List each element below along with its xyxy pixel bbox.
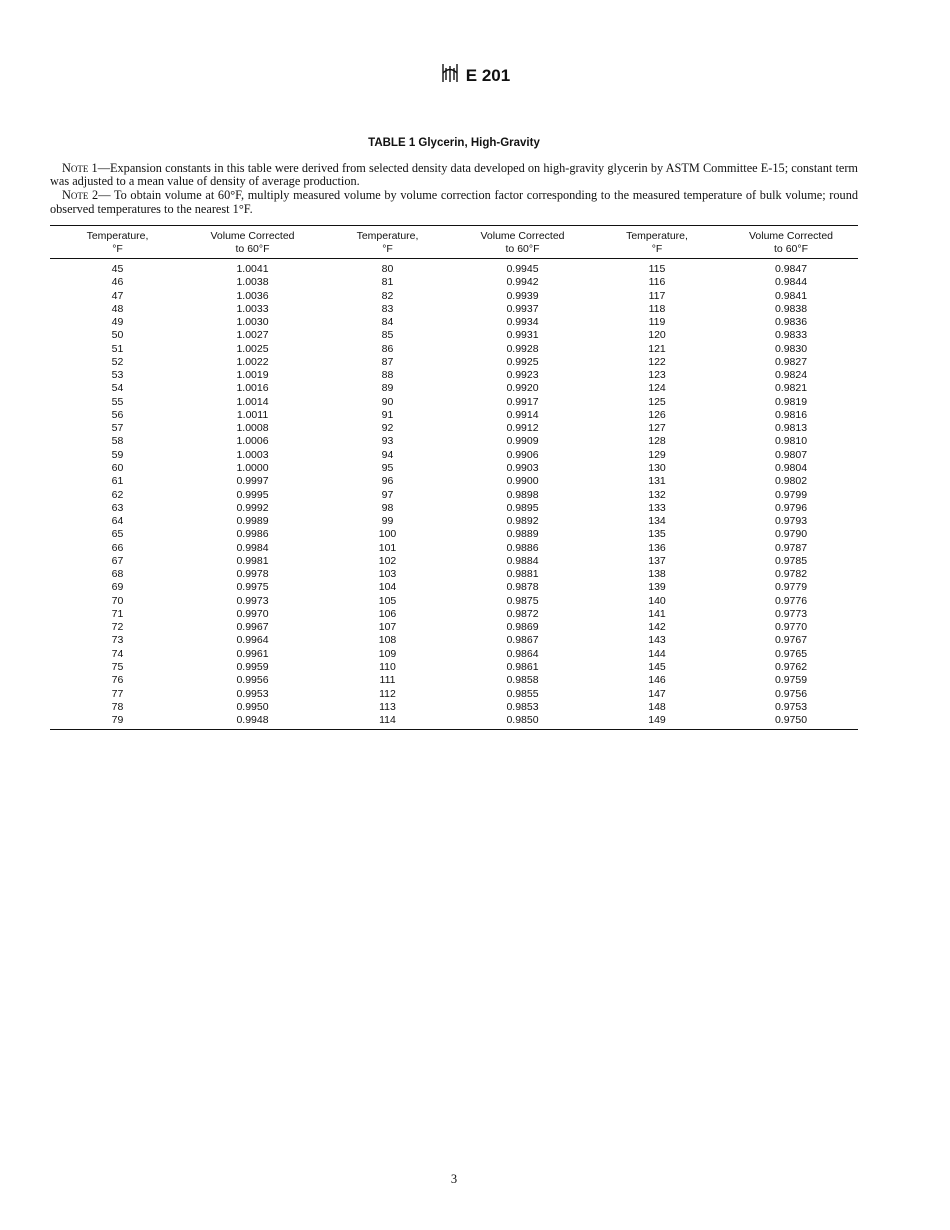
header-line: Volume Corrected [480, 230, 565, 242]
data-table [50, 225, 858, 730]
column-header [50, 230, 185, 255]
table-cell: 75 [111, 660, 124, 673]
table-cell: 47 [111, 289, 124, 302]
table-cell: 0.9989 [236, 515, 269, 528]
table-cell: 0.9790 [774, 528, 808, 541]
table-cell: 62 [111, 488, 124, 501]
table-cell: 124 [648, 382, 666, 395]
table-cell: 0.9802 [774, 475, 808, 488]
table-cell: 0.9978 [236, 568, 269, 581]
table-cell: 0.9847 [774, 263, 808, 275]
column-header [320, 230, 455, 255]
table-row [50, 276, 858, 289]
note-label: Note 2 [62, 188, 99, 203]
table-cell: 95 [381, 461, 394, 474]
table-cell: 1.0014 [236, 395, 269, 408]
table-cell: 126 [648, 408, 666, 421]
note-text: —Expansion constants in this table were derived from selected density data developed on high-gravity glycerin by ASTM Committee E-15; constant term was adjusted to a mean value of density of average production. [50, 161, 858, 189]
table-cell: 0.9898 [506, 488, 539, 501]
header-line: Volume Corrected [210, 230, 295, 242]
table-cell: 0.9787 [774, 541, 808, 554]
table-cell: 0.9773 [774, 607, 808, 620]
table-row [50, 555, 858, 568]
table-cell: 93 [381, 435, 394, 448]
table-cell: 53 [111, 369, 124, 382]
table-cell: 60 [111, 461, 124, 474]
table-cell: 0.9923 [506, 369, 539, 382]
table-cell: 0.9813 [774, 422, 808, 435]
note-1 [50, 162, 858, 188]
table-cell: 107 [378, 621, 397, 634]
table-cell: 0.9807 [774, 448, 808, 461]
table-cell: 77 [111, 687, 124, 700]
table-cell: 0.9878 [506, 581, 539, 594]
table-cell: 0.9892 [506, 515, 539, 528]
table-cell: 51 [111, 342, 124, 355]
table-cell: 54 [111, 382, 124, 395]
header-line: to 60°F [235, 242, 270, 255]
table-cell: 1.0011 [236, 408, 269, 421]
table-cell: 0.9819 [774, 395, 808, 408]
column-header [590, 230, 724, 255]
table-cell: 98 [381, 501, 394, 514]
table-cell: 113 [379, 700, 396, 713]
table-cell: 0.9869 [506, 621, 539, 634]
table-cell: 61 [111, 475, 124, 488]
table-row [50, 542, 858, 555]
table-row [50, 435, 858, 448]
table-cell: 71 [111, 607, 124, 620]
table-cell: 0.9914 [506, 408, 539, 421]
table-cell: 111 [379, 674, 396, 687]
table-row [50, 688, 858, 701]
table-cell: 96 [381, 475, 394, 488]
table-row [50, 343, 858, 356]
table-row [50, 290, 858, 303]
notes [50, 162, 858, 217]
table-row [50, 595, 858, 608]
table-cell: 0.9836 [774, 316, 808, 329]
table-cell: 0.9753 [774, 700, 808, 713]
table-cell: 140 [648, 594, 666, 607]
table-row [50, 701, 858, 714]
table-cell: 0.9953 [236, 687, 269, 700]
table-cell: 1.0027 [236, 329, 269, 342]
table-cell: 0.9986 [236, 528, 269, 541]
column-header [455, 230, 590, 255]
table-cell: 0.9967 [236, 621, 269, 634]
table-cell: 0.9779 [774, 581, 808, 594]
table-cell: 0.9928 [506, 342, 539, 355]
table-cell: 0.9961 [236, 647, 269, 660]
table-cell: 83 [381, 302, 394, 315]
table-cell: 48 [111, 302, 124, 315]
table-cell: 0.9970 [236, 607, 269, 620]
astm-logo-icon [440, 62, 460, 89]
table-cell: 0.9867 [506, 634, 539, 647]
table-cell: 0.9920 [506, 382, 539, 395]
table-cell: 84 [381, 316, 394, 329]
table-cell: 1.0008 [236, 422, 269, 435]
table-row [50, 263, 858, 276]
table-cell: 125 [648, 395, 666, 408]
table-cell: 0.9900 [506, 475, 539, 488]
table-cell: 0.9903 [506, 461, 539, 474]
table-cell: 1.0016 [236, 382, 269, 395]
table-cell: 0.9850 [506, 714, 539, 727]
table-row [50, 316, 858, 329]
table-row [50, 515, 858, 528]
table-cell: 0.9864 [506, 647, 539, 660]
table-cell: 121 [648, 342, 666, 355]
table-cell: 0.9762 [774, 660, 808, 673]
table-cell: 0.9937 [506, 302, 539, 315]
table-cell: 66 [111, 541, 124, 554]
table-cell: 0.9959 [236, 660, 269, 673]
table-cell: 0.9767 [774, 634, 808, 647]
note-text: — To obtain volume at 60°F, multiply measured volume by volume correction factor corresponding to the measured temperature of bulk volume; round observed temperatures to the nearest 1°F. [50, 188, 858, 216]
table-row [50, 648, 858, 661]
header-line: °F [651, 242, 663, 255]
table-cell: 1.0038 [236, 276, 269, 289]
header-line: Temperature, [86, 230, 149, 242]
table-row [50, 568, 858, 581]
table-cell: 0.9770 [774, 621, 808, 634]
table-cell: 116 [648, 276, 666, 289]
table-cell: 63 [111, 501, 124, 514]
table-cell: 0.9853 [506, 700, 539, 713]
table-cell: 0.9934 [506, 316, 539, 329]
table-cell: 0.9917 [506, 395, 539, 408]
table-cell: 123 [648, 369, 666, 382]
table-cell: 0.9931 [506, 329, 539, 342]
table-cell: 0.9796 [774, 501, 808, 514]
table-cell: 0.9816 [774, 408, 808, 421]
column-header [185, 230, 320, 255]
table-cell: 0.9776 [774, 594, 808, 607]
table-row [50, 396, 858, 409]
header-line: to 60°F [774, 242, 808, 255]
table-cell: 147 [648, 687, 666, 700]
table-cell: 104 [378, 581, 397, 594]
table-cell: 70 [111, 594, 124, 607]
table-cell: 89 [381, 382, 394, 395]
table-header [50, 226, 858, 259]
table-row [50, 369, 858, 382]
table-cell: 0.9886 [506, 541, 539, 554]
table-row [50, 661, 858, 674]
table-cell: 1.0036 [236, 289, 269, 302]
note-2 [50, 189, 858, 215]
table-row [50, 621, 858, 634]
table-cell: 0.9782 [774, 568, 808, 581]
table-cell: 0.9830 [774, 342, 808, 355]
table-cell: 0.9973 [236, 594, 269, 607]
table-cell: 0.9948 [236, 714, 269, 727]
table-cell: 85 [381, 329, 394, 342]
table-cell: 99 [381, 515, 394, 528]
table-body [50, 259, 858, 729]
table-cell: 92 [381, 422, 394, 435]
table-cell: 132 [648, 488, 666, 501]
table-cell: 0.9858 [506, 674, 539, 687]
header-line: to 60°F [505, 242, 540, 255]
table-row [50, 475, 858, 488]
table-cell: 0.9984 [236, 541, 269, 554]
table-cell: 141 [648, 607, 666, 620]
table-row [50, 528, 858, 541]
table-cell: 0.9909 [506, 435, 539, 448]
header-line: Temperature, [356, 230, 419, 242]
table-cell: 1.0041 [236, 263, 269, 275]
table-cell: 0.9765 [774, 647, 808, 660]
table-cell: 122 [648, 355, 666, 368]
table-row [50, 382, 858, 395]
table-row [50, 356, 858, 369]
table-row [50, 422, 858, 435]
table-cell: 0.9950 [236, 700, 269, 713]
table-cell: 1.0033 [236, 302, 269, 315]
table-cell: 148 [648, 700, 666, 713]
header-line: Temperature, [626, 230, 688, 242]
table-cell: 130 [648, 461, 666, 474]
table-cell: 58 [111, 435, 124, 448]
table-cell: 0.9799 [774, 488, 808, 501]
table-row [50, 329, 858, 342]
document-code: E 201 [465, 65, 511, 85]
table-cell: 134 [648, 515, 666, 528]
table-cell: 72 [111, 621, 124, 634]
table-cell: 46 [111, 276, 124, 289]
table-cell: 0.9804 [774, 461, 808, 474]
header-line: °F [112, 242, 123, 255]
table-row [50, 303, 858, 316]
table-row [50, 634, 858, 647]
table-row [50, 489, 858, 502]
table-cell: 0.9841 [774, 289, 808, 302]
table-cell: 50 [111, 329, 124, 342]
table-cell: 1.0022 [236, 355, 269, 368]
table-cell: 119 [648, 316, 666, 329]
table-row [50, 502, 858, 515]
table-cell: 0.9759 [774, 674, 808, 687]
table-cell: 1.0030 [236, 316, 269, 329]
table-row [50, 449, 858, 462]
table-cell: 68 [111, 568, 124, 581]
table-cell: 67 [111, 554, 124, 567]
column-header [724, 230, 858, 255]
table-title: TABLE 1 Glycerin, High-Gravity [368, 137, 540, 149]
table-cell: 102 [378, 554, 397, 567]
table-cell: 79 [111, 714, 124, 727]
table-row [50, 409, 858, 422]
table-cell: 0.9861 [506, 660, 539, 673]
table-cell: 0.9975 [236, 581, 269, 594]
table-cell: 0.9824 [774, 369, 808, 382]
table-cell: 0.9855 [506, 687, 539, 700]
table-cell: 0.9872 [506, 607, 539, 620]
table-cell: 109 [378, 647, 397, 660]
table-cell: 103 [378, 568, 397, 581]
table-cell: 0.9997 [236, 475, 269, 488]
header-line: Volume Corrected [748, 230, 834, 242]
table-cell: 0.9945 [506, 263, 539, 275]
table-cell: 0.9793 [774, 515, 808, 528]
table-cell: 114 [379, 714, 396, 727]
table-cell: 143 [648, 634, 666, 647]
table-cell: 146 [648, 674, 666, 687]
table-cell: 65 [111, 528, 124, 541]
table-cell: 128 [648, 435, 666, 448]
table-cell: 0.9992 [236, 501, 269, 514]
table-row [50, 674, 858, 687]
table-cell: 0.9844 [774, 276, 808, 289]
table-row [50, 581, 858, 594]
table-cell: 0.9756 [774, 687, 808, 700]
table-cell: 0.9956 [236, 674, 269, 687]
table-cell: 0.9785 [774, 554, 808, 567]
table-cell: 56 [111, 408, 124, 421]
table-cell: 120 [648, 329, 666, 342]
table-cell: 80 [381, 263, 394, 275]
table-cell: 0.9881 [506, 568, 539, 581]
table-cell: 101 [378, 541, 397, 554]
table-cell: 87 [381, 355, 394, 368]
table-cell: 133 [648, 501, 666, 514]
table-cell: 144 [648, 647, 666, 660]
table-row [50, 714, 858, 727]
table-cell: 0.9942 [506, 276, 539, 289]
table-row [50, 462, 858, 475]
table-cell: 145 [648, 660, 666, 673]
table-cell: 127 [648, 422, 666, 435]
table-cell: 117 [648, 289, 666, 302]
table-cell: 139 [648, 581, 666, 594]
table-cell: 1.0019 [236, 369, 269, 382]
table-cell: 135 [648, 528, 666, 541]
table-cell: 115 [648, 263, 666, 275]
table-cell: 59 [111, 448, 124, 461]
table-cell: 73 [111, 634, 124, 647]
table-cell: 64 [111, 515, 124, 528]
table-cell: 0.9821 [774, 382, 808, 395]
table-cell: 49 [111, 316, 124, 329]
table-cell: 137 [648, 554, 666, 567]
table-cell: 69 [111, 581, 124, 594]
table-cell: 0.9906 [506, 448, 539, 461]
table-cell: 105 [378, 594, 397, 607]
table-cell: 0.9912 [506, 422, 539, 435]
table-cell: 131 [648, 475, 666, 488]
table-cell: 0.9889 [506, 528, 539, 541]
table-cell: 0.9939 [506, 289, 539, 302]
table-cell: 0.9833 [774, 329, 808, 342]
table-cell: 0.9895 [506, 501, 539, 514]
table-cell: 45 [111, 263, 124, 275]
table-cell: 106 [378, 607, 397, 620]
table-cell: 0.9884 [506, 554, 539, 567]
table-cell: 0.9827 [774, 355, 808, 368]
table-cell: 0.9964 [236, 634, 269, 647]
table-cell: 88 [381, 369, 394, 382]
table-cell: 108 [378, 634, 397, 647]
table-cell: 1.0006 [236, 435, 269, 448]
table-row [50, 608, 858, 621]
table-cell: 0.9995 [236, 488, 269, 501]
table-cell: 76 [111, 674, 124, 687]
table-cell: 0.9875 [506, 594, 539, 607]
table-cell: 136 [648, 541, 666, 554]
table-cell: 1.0003 [236, 448, 269, 461]
table-cell: 0.9981 [236, 554, 269, 567]
table-cell: 81 [381, 276, 394, 289]
table-cell: 78 [111, 700, 124, 713]
header-line: °F [382, 242, 393, 255]
table-cell: 129 [648, 448, 666, 461]
table-cell: 55 [111, 395, 124, 408]
table-cell: 90 [381, 395, 394, 408]
table-cell: 0.9810 [774, 435, 808, 448]
table-cell: 149 [648, 714, 666, 727]
table-cell: 57 [111, 422, 124, 435]
table-cell: 142 [648, 621, 666, 634]
table-cell: 0.9925 [506, 355, 539, 368]
table-cell: 118 [648, 302, 666, 315]
note-label: Note 1 [62, 161, 98, 175]
table-cell: 112 [379, 687, 396, 700]
table-cell: 52 [111, 355, 124, 368]
page-header [0, 62, 950, 89]
table-cell: 82 [381, 289, 394, 302]
table-cell: 97 [381, 488, 394, 501]
table-cell: 0.9838 [774, 302, 808, 315]
table-cell: 1.0000 [236, 461, 269, 474]
table-cell: 110 [379, 660, 396, 673]
table-cell: 94 [381, 448, 394, 461]
table-cell: 0.9750 [774, 714, 808, 727]
table-cell: 74 [111, 647, 124, 660]
table-cell: 86 [381, 342, 394, 355]
table-cell: 91 [381, 408, 394, 421]
table-cell: 1.0025 [236, 342, 269, 355]
table-cell: 100 [378, 528, 397, 541]
table-cell: 138 [648, 568, 666, 581]
page-number: 3 [450, 1172, 458, 1186]
